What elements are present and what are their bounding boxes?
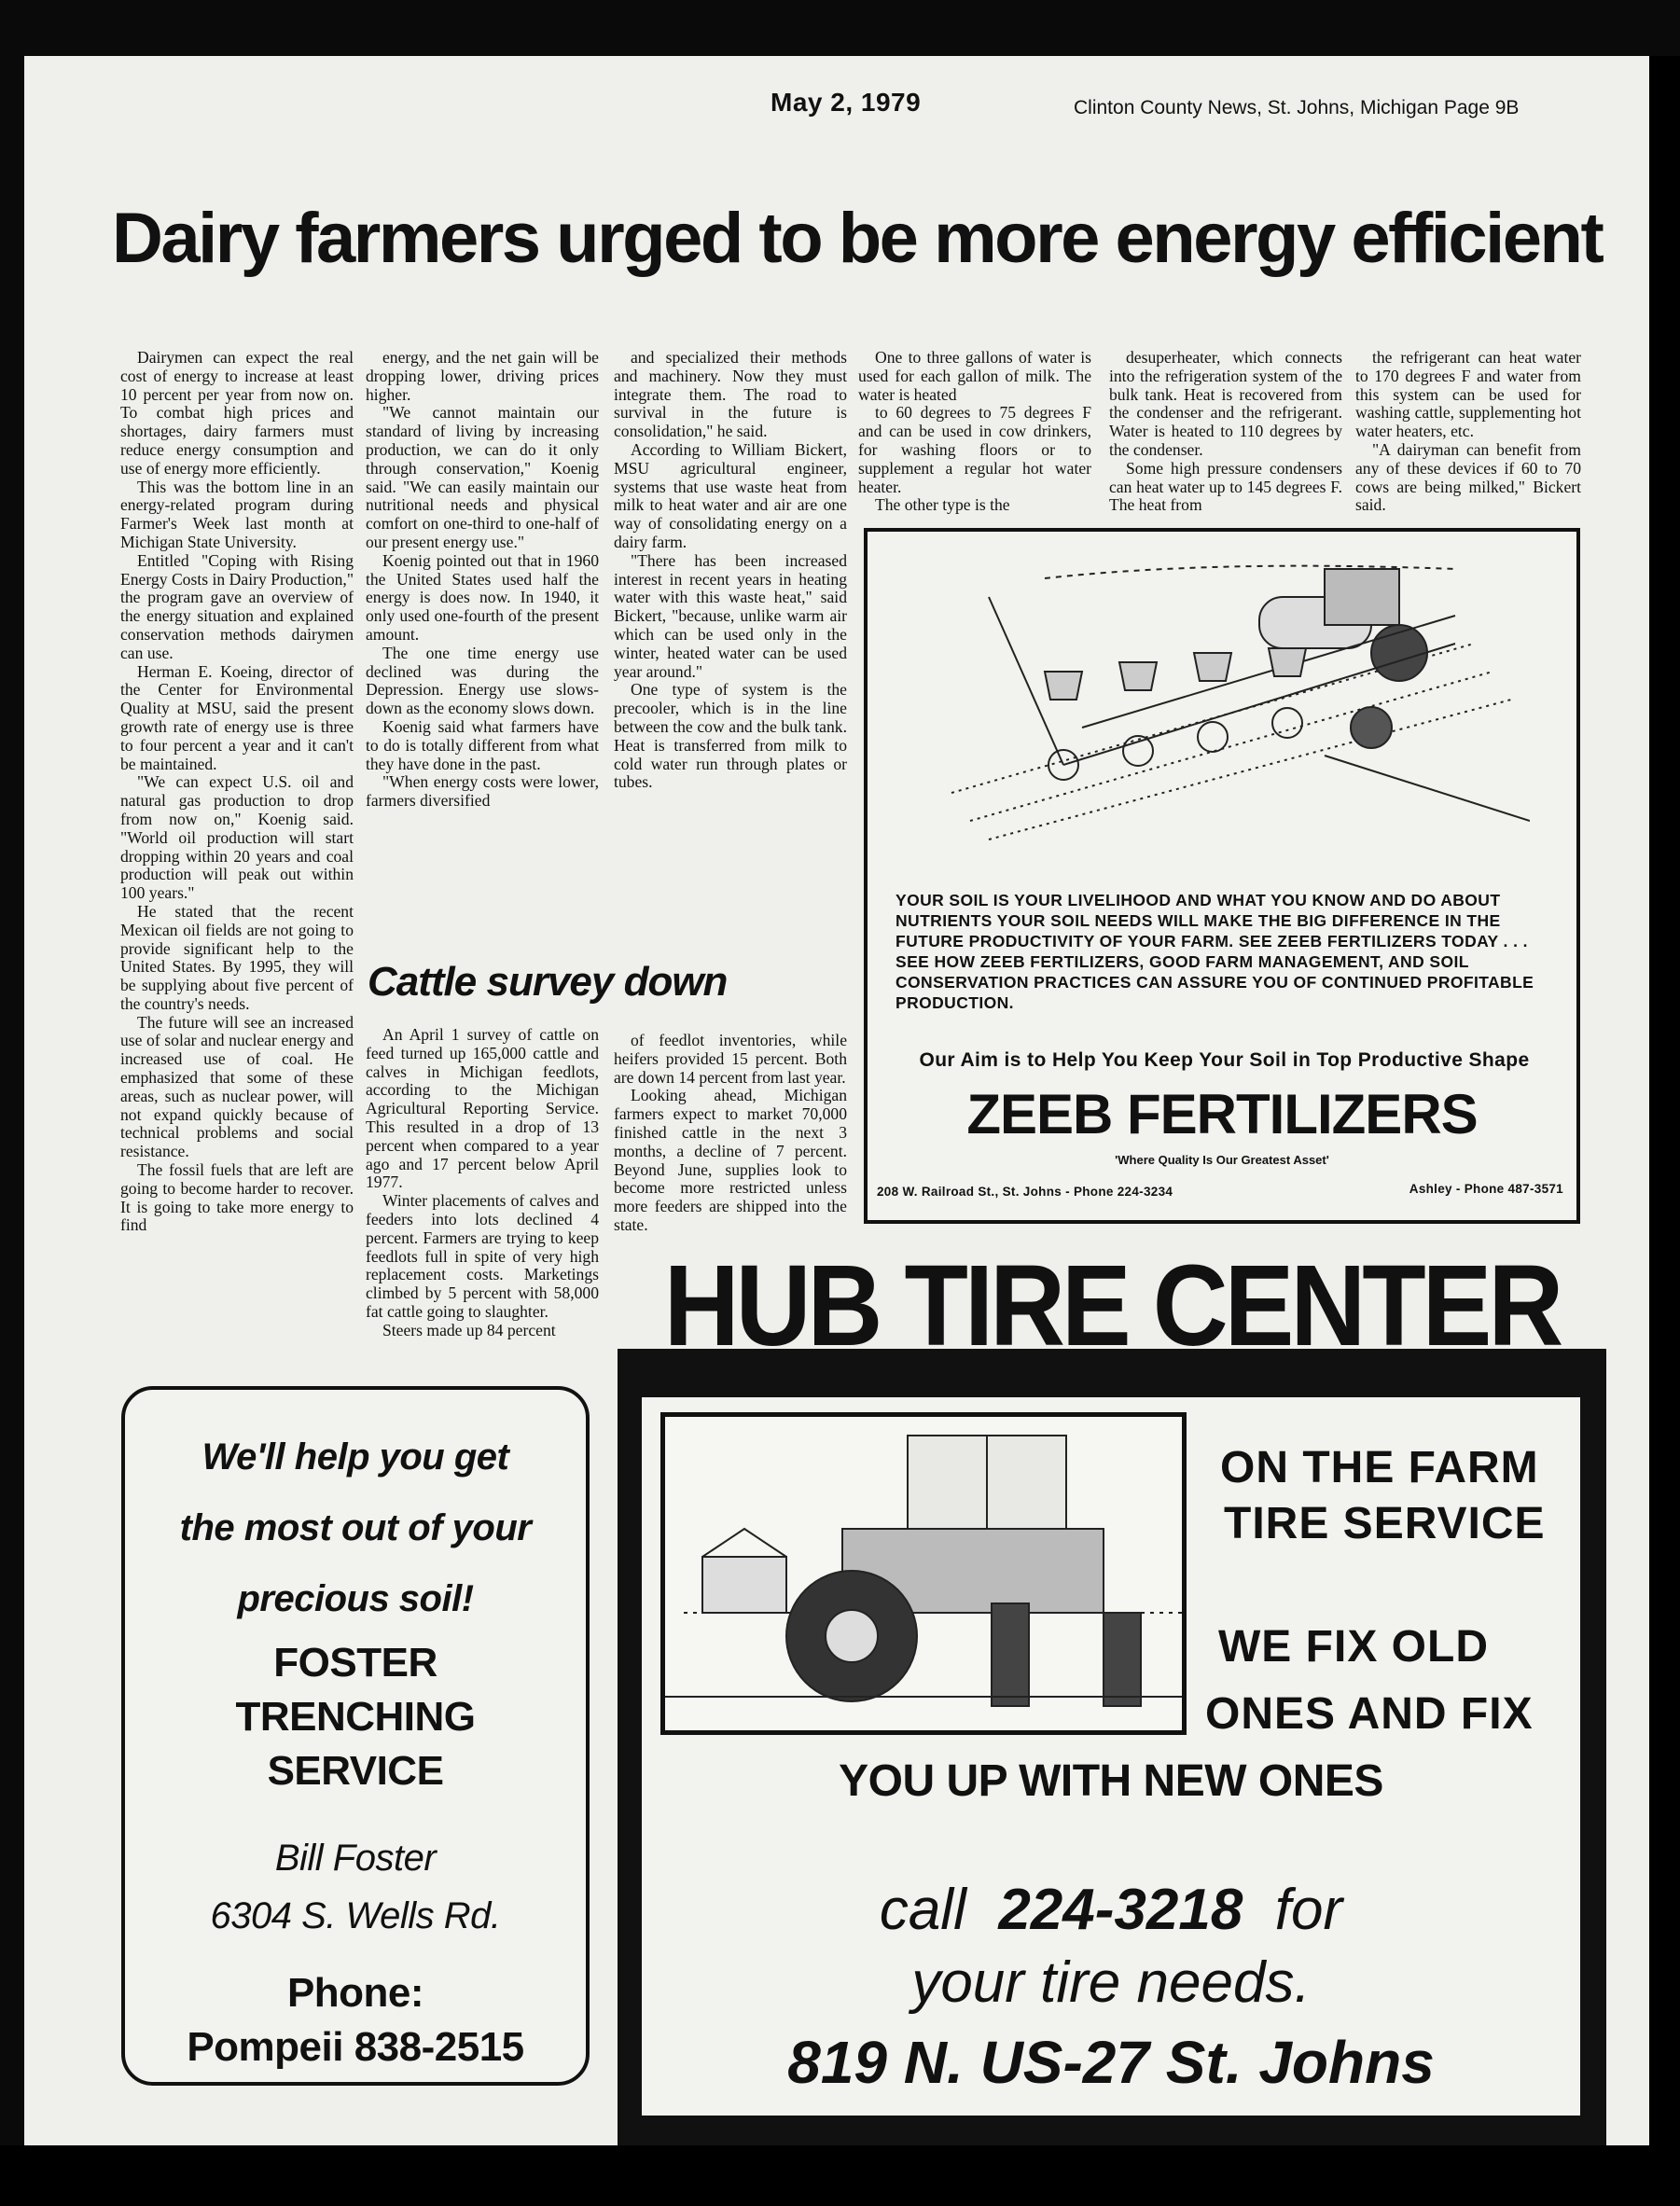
article-column-1 <box>120 349 354 1235</box>
issue-date: May 2, 1979 <box>771 88 922 117</box>
paragraph: Steers made up 84 percent <box>382 1320 556 1339</box>
paragraph: Looking ahead, Michigan farmers expect to market 70,000 finished cattle in the next 3 months, a decline of 7 percent. Beyond June, supplies look to become more restricted unless more feeders are shipped into the state. <box>614 1086 847 1234</box>
paragraph: The fossil fuels that are left are going to become harder to recover. It is going to take more energy to find <box>120 1160 354 1235</box>
hub-line-we-fix-old: WE FIX OLD <box>1218 1622 1489 1672</box>
foster-phone: Pompeii 838-2515 <box>187 2024 524 2070</box>
hub-tire-center-ad <box>618 1241 1606 2145</box>
paragraph: the refrigerant can heat water to 170 degrees F and water from this system can be used for washing cattle, supplementing hot water heaters, etc. <box>1355 348 1581 441</box>
hub-call-word: call <box>879 1878 966 1942</box>
hub-for-word: for <box>1274 1878 1343 1942</box>
foster-name-1: FOSTER <box>273 1640 437 1686</box>
paragraph: "We can expect U.S. oil and natural gas production to drop from now on," Koenig said. "World oil production will start dropping within 20 years and coal production will peak out within 100 years." <box>120 772 354 903</box>
paragraph: He stated that the recent Mexican oil fields are not going to provide significant help to the United States. By 1995, they will be supplying about five percent of the country's needs. <box>120 901 354 1013</box>
paragraph: Dairymen can expect the real cost of energy to increase at least 10 percent per year from now on. To combat high prices and shortages, dairy farmers must reduce energy consumption and use of energy more efficiently. <box>120 348 354 478</box>
foster-name-3: SERVICE <box>267 1748 444 1794</box>
zeeb-fertilizers-ad <box>864 528 1580 1224</box>
tractor-illustration-frame <box>660 1412 1187 1735</box>
paragraph: and specialized their methods and machinery. Now they must integrate them. The road to survival in the future is consolidation," he said. <box>614 348 847 441</box>
paragraph: One type of system is the precooler, which is in the line between the cow and the bulk tank. Heat is transferred from milk to cold water run through plates or tubes. <box>614 680 847 792</box>
hub-line-ones-and-fix: ONES AND FIX <box>1205 1689 1534 1739</box>
cattle-headline: Cattle survey down <box>368 959 728 1005</box>
paragraph: Koenig pointed out that in 1960 the United States used half the energy is does now. In 1940, it only used one-fourth of the present amount. <box>366 550 599 644</box>
hub-needs-line: your tire needs. <box>911 1950 1311 2015</box>
hub-ad-panel <box>642 1397 1580 2116</box>
foster-person: Bill Foster <box>274 1838 437 1879</box>
article-column-2 <box>366 349 599 811</box>
zeeb-address-st-johns: 208 W. Railroad St., St. Johns - Phone 224-3234 <box>877 1185 1173 1199</box>
foster-line-1: We'll help you get <box>201 1436 509 1478</box>
paragraph: energy, and the net gain will be dropping lower, driving prices higher. <box>366 348 599 404</box>
zeeb-slogan: 'Where Quality Is Our Greatest Asset' <box>1115 1153 1329 1167</box>
hub-title: HUB TIRE CENTER <box>663 1241 1561 1370</box>
foster-address: 6304 S. Wells Rd. <box>210 1895 501 1936</box>
paragraph: "A dairyman can benefit from any of these devices if 60 to 70 cows are being milked," Bickert said. <box>1355 439 1581 515</box>
scan-border-right <box>1649 56 1680 2145</box>
zeeb-brand: ZEEB FERTILIZERS <box>966 1083 1478 1145</box>
cattle-column-2 <box>614 1032 847 1235</box>
article-column-5 <box>1109 349 1342 515</box>
paragraph: Winter placements of calves and feeders into lots declined 4 percent. Farmers are trying to keep feedlots full in spite of very high replacement costs. Marketings climbed by 5 percent with 58,000 fat cattle going to slaughter. <box>366 1191 599 1321</box>
paragraph: "There has been increased interest in recent years in heating water with this waste heat," said Bickert, "because, unlike warm air which can be used only in the winter, heated water can be used year around." <box>614 550 847 681</box>
main-headline: Dairy farmers urged to be more energy efficient <box>112 199 1603 278</box>
planter-tractor-illustration <box>933 541 1530 849</box>
article-column-4 <box>858 349 1091 515</box>
foster-line-3: precious soil! <box>237 1578 474 1619</box>
hub-line-new-ones: YOU UP WITH NEW ONES <box>839 1756 1383 1806</box>
zeeb-address-ashley: Ashley - Phone 487-3571 <box>1409 1182 1563 1196</box>
hub-address: 819 N. US-27 St. Johns <box>787 2029 1435 2096</box>
article-column-3 <box>614 349 847 792</box>
zeeb-body-text: YOUR SOIL IS YOUR LIVELIHOOD AND WHAT YOU KNOW AND DO ABOUT NUTRIENTS YOUR SOIL NEEDS WILL MAKE THE BIG DIFFERENCE IN THE FUTURE PRODUCTIVITY OF YOUR FARM. SEE ZEEB FERTILIZERS TODAY . . . SEE HOW ZEEB FERTILIZERS, GOOD FARM MANAGEMENT, AND SOIL CONSERVATION PRACTICES CAN ASSURE YOU OF CONTINUED PROFITABLE PRODUCTION. <box>896 891 1534 1012</box>
paragraph: Herman E. Koeing, director of the Center for Environmental Quality at MSU, said the present growth rate of energy use is three to four percent a year and it can't be maintained. <box>120 661 354 773</box>
foster-name-2: TRENCHING <box>235 1694 476 1740</box>
paragraph: An April 1 survey of cattle on feed turned up 165,000 cattle and calves in Michigan feedlots, according to the Michigan Agricultural Reporting Service. This resulted in a drop of 13 percent when compared to a year ago and 17 percent below April 1977. <box>366 1025 599 1192</box>
cattle-column-1 <box>366 1026 599 1340</box>
paragraph: The future will see an increased use of solar and nuclear energy and increased use of coal. He emphasized that some of these areas, such as nuclear power, will not expand quickly because of technical problems and social resistance. <box>120 1012 354 1161</box>
tractor-illustration <box>665 1417 1182 1730</box>
paragraph: Koenig said what farmers have to do is totally different from what they have done in the past. <box>366 716 599 773</box>
paragraph: of feedlot inventories, while heifers provided 15 percent. Both are down 14 percent from last year. <box>614 1031 847 1087</box>
paragraph: "We cannot maintain our standard of living by increasing production, we can do it only through conservation," Koenig said. "We can easily maintain our nutritional needs and physical comfort on one-third to one-half of our present energy use." <box>366 403 599 551</box>
paragraph: One to three gallons of water is used for each gallon of milk. The water is heated <box>858 348 1091 404</box>
zeeb-aim: Our Aim is to Help You Keep Your Soil in Top Productive Shape <box>919 1049 1530 1071</box>
publication-line: Clinton County News, St. Johns, Michigan Page 9B <box>1074 97 1520 118</box>
paragraph: According to William Bickert, MSU agricultural engineer, systems that use waste heat from milk to heat water and air are one way of consolidating energy on a dairy farm. <box>614 439 847 551</box>
hub-phone: 224-3218 <box>998 1878 1243 1942</box>
paragraph: The other type is the <box>875 495 1010 515</box>
paragraph: Entitled "Coping with Rising Energy Costs in Dairy Production," the program gave an overview of the energy situation and explained conservation methods dairymen can use. <box>120 550 354 662</box>
newspaper-page <box>24 56 1649 2145</box>
paragraph: The one time energy use declined was during the Depression. Energy use slows-down as the economy slows down. <box>366 643 599 718</box>
hub-line-tire-service: TIRE SERVICE <box>1224 1499 1546 1548</box>
paragraph: "When energy costs were lower, farmers diversified <box>366 772 599 811</box>
hub-call-line <box>642 1877 1580 1943</box>
paragraph: desuperheater, which connects into the refrigeration system of the bulk tank. Heat is recovered from the condenser and the refrigerant. Water is heated to 110 degrees by the condenser. <box>1109 348 1342 459</box>
foster-phone-label: Phone: <box>286 1970 424 2016</box>
paragraph: Some high pressure condensers can heat water up to 145 degrees F. The heat from <box>1109 458 1342 515</box>
paragraph: to 60 degrees to 75 degrees F and can be used in cow drinkers, for washing floors or to supplement a regular hot water heater. <box>858 403 1091 496</box>
foster-trenching-ad <box>121 1386 590 2086</box>
foster-line-2: the most out of your <box>179 1507 532 1548</box>
paragraph: This was the bottom line in an energy-related program during Farmer's Week last month at Michigan State University. <box>120 477 354 551</box>
hub-line-on-the-farm: ON THE FARM <box>1220 1443 1539 1492</box>
scan-border-bottom <box>0 2145 1680 2206</box>
article-column-6 <box>1355 349 1581 515</box>
